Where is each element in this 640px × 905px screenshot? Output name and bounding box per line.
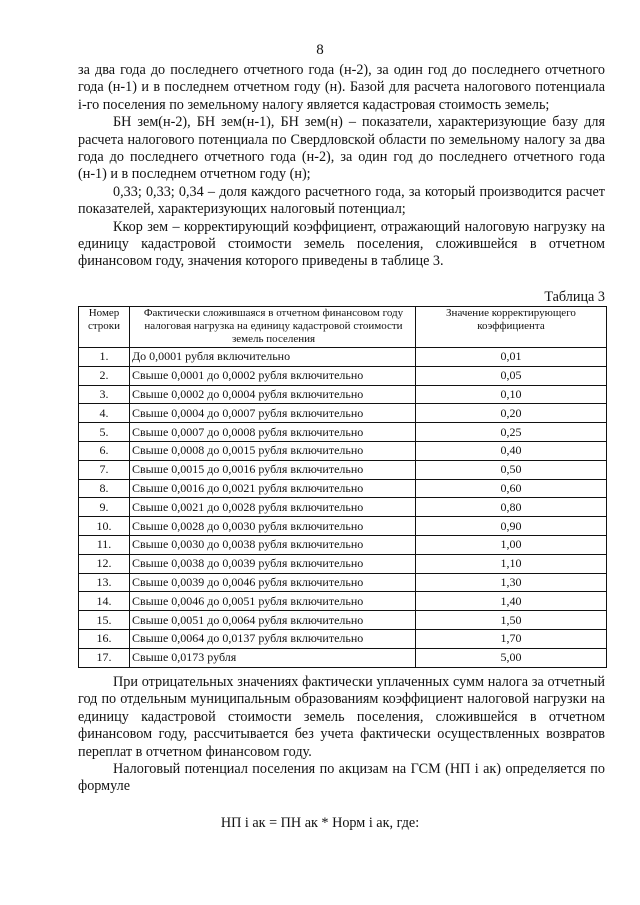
row-load-range: Свыше 0,0021 до 0,0028 рубля включительно: [130, 498, 416, 517]
row-coefficient: 0,90: [416, 517, 607, 536]
row-coefficient: 1,00: [416, 535, 607, 554]
row-number: 5.: [79, 423, 130, 442]
row-coefficient: 0,60: [416, 479, 607, 498]
row-load-range: Свыше 0,0001 до 0,0002 рубля включительно: [130, 366, 416, 385]
row-load-range: Свыше 0,0008 до 0,0015 рубля включительно: [130, 441, 416, 460]
paragraph: БН зем(н-2), БН зем(н-1), БН зем(н) – показатели, характеризующие базу для расчета налогового потенциала по Свердловской области по земельному налогу за два года до последнего отчетного года (н-2), за один год до последнего отчетного года (н-1) и в последнем отчетном году (н);: [78, 114, 605, 183]
row-number: 3.: [79, 385, 130, 404]
row-number: 8.: [79, 479, 130, 498]
table-row: [79, 592, 607, 611]
row-number: 13.: [79, 573, 130, 592]
row-load-range: Свыше 0,0002 до 0,0004 рубля включительно: [130, 385, 416, 404]
row-number: 14.: [79, 592, 130, 611]
text-block-top: [78, 62, 605, 271]
table-row: [79, 573, 607, 592]
row-coefficient: 0,01: [416, 348, 607, 367]
row-coefficient: 1,70: [416, 629, 607, 648]
table-header-row: [79, 307, 607, 348]
coefficient-table: [78, 306, 607, 668]
row-number: 17.: [79, 648, 130, 667]
table-row: [79, 423, 607, 442]
table-row: [79, 460, 607, 479]
row-coefficient: 0,25: [416, 423, 607, 442]
table-row: [79, 535, 607, 554]
row-number: 15.: [79, 611, 130, 630]
table-row: [79, 629, 607, 648]
table-body: [79, 348, 607, 668]
paragraph: При отрицательных значениях фактически уплаченных сумм налога за отчетный год по отдельным муниципальным образованиям коэффициент налоговой нагрузки на единицу кадастровой стоимости земель поселения, сложившейся в отчетном финансовом году, рассчитывается без учета фактически осуществленных возвратов переплат в отчетном финансовом году.: [78, 674, 605, 760]
table-row: [79, 498, 607, 517]
row-number: 16.: [79, 629, 130, 648]
column-header-number: Номер строки: [79, 307, 130, 348]
row-coefficient: 0,10: [416, 385, 607, 404]
row-number: 7.: [79, 460, 130, 479]
paragraph: 0,33; 0,33; 0,34 – доля каждого расчетного года, за который производится расчет показателей, характеризующих налоговый потенциал;: [78, 183, 605, 218]
row-number: 11.: [79, 535, 130, 554]
row-load-range: Свыше 0,0007 до 0,0008 рубля включительно: [130, 423, 416, 442]
row-number: 1.: [79, 348, 130, 367]
paragraph: за два года до последнего отчетного года (н-2), за один год до последнего отчетного года (н-1) и в последнем отчетном году (н). Базой для расчета налогового потенциала i-го поселения по земельному налогу является кадастровая стоимость земель;: [78, 62, 605, 113]
row-load-range: Свыше 0,0039 до 0,0046 рубля включительно: [130, 573, 416, 592]
table-row: [79, 348, 607, 367]
row-coefficient: 0,50: [416, 460, 607, 479]
row-load-range: Свыше 0,0064 до 0,0137 рубля включительно: [130, 629, 416, 648]
row-load-range: Свыше 0,0004 до 0,0007 рубля включительно: [130, 404, 416, 423]
row-load-range: Свыше 0,0015 до 0,0016 рубля включительно: [130, 460, 416, 479]
table-row: [79, 404, 607, 423]
row-coefficient: 5,00: [416, 648, 607, 667]
table-row: [79, 441, 607, 460]
row-coefficient: 1,10: [416, 554, 607, 573]
row-coefficient: 1,40: [416, 592, 607, 611]
table-row: [79, 648, 607, 667]
paragraph: Налоговый потенциал поселения по акцизам на ГСМ (НП i ак) определяется по формуле: [78, 761, 605, 795]
row-number: 6.: [79, 441, 130, 460]
row-coefficient: 1,30: [416, 573, 607, 592]
column-header-coefficient: Значение корректирующего коэффициента: [416, 307, 607, 348]
row-load-range: Свыше 0,0030 до 0,0038 рубля включительно: [130, 535, 416, 554]
row-coefficient: 0,05: [416, 366, 607, 385]
row-load-range: Свыше 0,0028 до 0,0030 рубля включительно: [130, 517, 416, 536]
table-row: [79, 554, 607, 573]
table-row: [79, 385, 607, 404]
row-load-range: Свыше 0,0051 до 0,0064 рубля включительно: [130, 611, 416, 630]
row-coefficient: 0,40: [416, 441, 607, 460]
row-load-range: Свыше 0,0046 до 0,0051 рубля включительно: [130, 592, 416, 611]
row-number: 12.: [79, 554, 130, 573]
row-load-range: До 0,0001 рубля включительно: [130, 348, 416, 367]
row-number: 10.: [79, 517, 130, 536]
text-block-bottom: [78, 674, 605, 796]
table-row: [79, 517, 607, 536]
row-number: 2.: [79, 366, 130, 385]
formula: НП i ак = ПН ак * Норм i ак, где:: [220, 815, 420, 831]
paragraph: Ккор зем – корректирующий коэффициент, отражающий налоговую нагрузку на единицу кадастровой стоимости земель поселения, сложившейся в отчетном финансовом году, значения которого приведены в таблице 3.: [78, 218, 605, 270]
row-number: 9.: [79, 498, 130, 517]
page-number: 8: [316, 42, 324, 58]
column-header-load: Фактически сложившаяся в отчетном финансовом году налоговая нагрузка на единицу кадастровой стоимости земель поселения: [130, 307, 416, 348]
row-load-range: Свыше 0,0038 до 0,0039 рубля включительно: [130, 554, 416, 573]
row-coefficient: 0,20: [416, 404, 607, 423]
row-load-range: Свыше 0,0016 до 0,0021 рубля включительно: [130, 479, 416, 498]
table-row: [79, 366, 607, 385]
row-number: 4.: [79, 404, 130, 423]
row-load-range: Свыше 0,0173 рубля: [130, 648, 416, 667]
table-row: [79, 479, 607, 498]
table-row: [79, 611, 607, 630]
row-coefficient: 0,80: [416, 498, 607, 517]
table-caption: Таблица 3: [544, 289, 605, 305]
row-coefficient: 1,50: [416, 611, 607, 630]
